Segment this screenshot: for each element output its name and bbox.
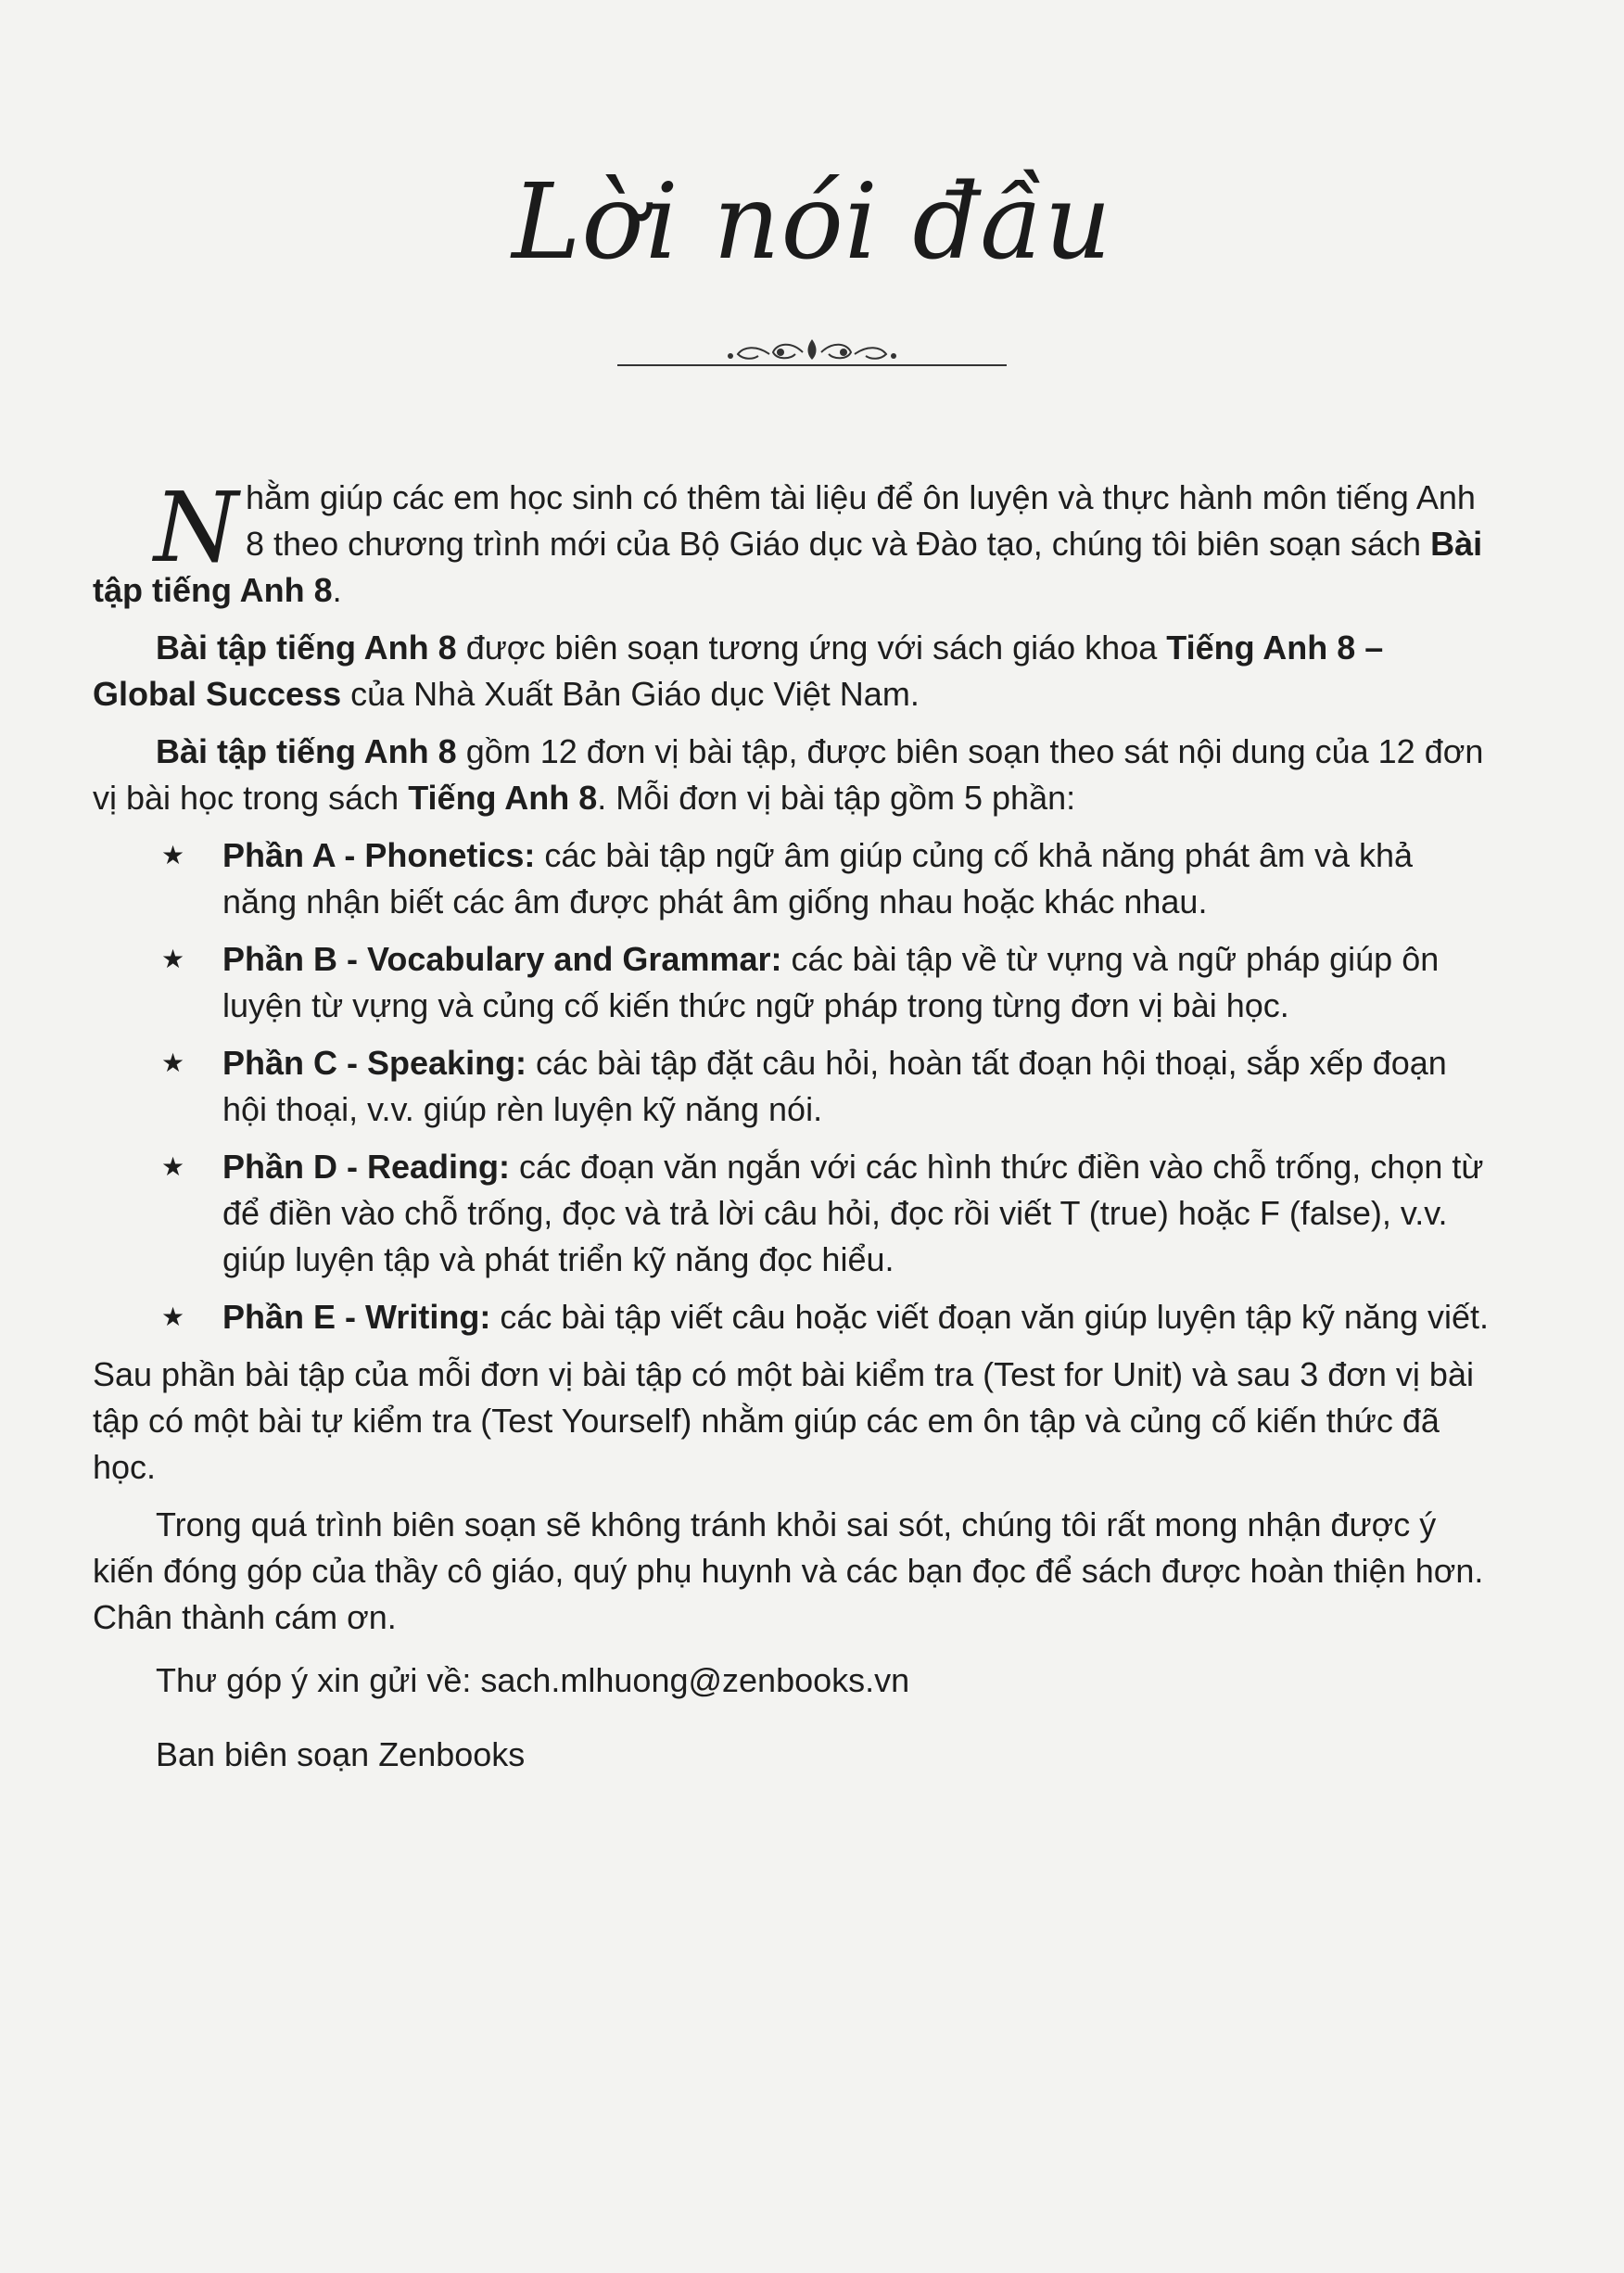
list-item-part-a: ★ Phần A - Phonetics: các bài tập ngữ âm giúp củng cố khả năng phát âm và khả năng nhận biết các âm được phát âm giống nhau hoặc khác nhau. bbox=[93, 832, 1492, 925]
signature: Ban biên soạn Zenbooks bbox=[156, 1735, 526, 1773]
star-icon: ★ bbox=[161, 1151, 185, 1182]
star-icon: ★ bbox=[161, 1048, 185, 1078]
paragraph-textbook: Bài tập tiếng Anh 8 được biên soạn tương ứng với sách giáo khoa Tiếng Anh 8 – Global Success của Nhà Xuất Bản Giáo dục Việt Nam. bbox=[93, 629, 1384, 713]
list-item-part-c: ★ Phần C - Speaking: các bài tập đặt câu hỏi, hoàn tất đoạn hội thoại, sắp xếp đoạn hội thoại, v.v. giúp rèn luyện kỹ năng nói. bbox=[93, 1040, 1492, 1133]
star-icon: ★ bbox=[161, 840, 185, 870]
list-item-part-b: ★ Phần B - Vocabulary and Grammar: các bài tập về từ vựng và ngữ pháp giúp ôn luyện từ vựng và củng cố kiến thức ngữ pháp trong từng đơn vị bài học. bbox=[93, 936, 1492, 1029]
list-item-part-e: ★ Phần E - Writing: các bài tập viết câu hoặc viết đoạn văn giúp luyện tập kỹ năng viết. bbox=[93, 1294, 1492, 1340]
list-item-part-d: ★ Phần D - Reading: các đoạn văn ngắn với các hình thức điền vào chỗ trống, chọn từ để điền vào chỗ trống, đọc và trả lời câu hỏi, đọc rồi viết T (true) hoặc F (false), v.v. giúp luyện tập và phát triển kỹ năng đọc hiểu. bbox=[93, 1144, 1492, 1283]
intro-paragraph: Nhằm giúp các em học sinh có thêm tài liệu để ôn luyện và thực hành môn tiếng Anh 8 theo chương trình mới của Bộ Giáo dục và Đào tạo, chúng tôi biên soạn sách Bài tập tiếng Anh 8. bbox=[93, 471, 1483, 609]
preface-body bbox=[93, 471, 1492, 1798]
drop-cap: N bbox=[154, 471, 238, 584]
star-icon: ★ bbox=[161, 1302, 185, 1332]
ornament-divider bbox=[617, 334, 1007, 371]
paragraph-tests: Sau phần bài tập của mỗi đơn vị bài tập có một bài kiểm tra (Test for Unit) và sau 3 đơn vị bài tập có một bài tự kiểm tra (Test Yourself) nhằm giúp các em ôn tập và củng cố kiến thức đã học. bbox=[93, 1355, 1474, 1486]
page-title: Lời nói đầu bbox=[512, 162, 1112, 283]
paragraph-structure: Bài tập tiếng Anh 8 gồm 12 đơn vị bài tập, được biên soạn theo sát nội dung của 12 đơn vị bài học trong sách Tiếng Anh 8. Mỗi đơn vị bài tập gồm 5 phần: bbox=[93, 732, 1484, 817]
star-icon: ★ bbox=[161, 944, 185, 974]
contact-line: Thư góp ý xin gửi về: sach.mlhuong@zenbooks.vn bbox=[156, 1661, 910, 1699]
paragraph-closing: Trong quá trình biên soạn sẽ không tránh khỏi sai sót, chúng tôi rất mong nhận được ý kiến đóng góp của thầy cô giáo, quý phụ huynh và các bạn đọc để sách được hoàn thiện hơn. Chân thành cám ơn. bbox=[93, 1505, 1484, 1636]
